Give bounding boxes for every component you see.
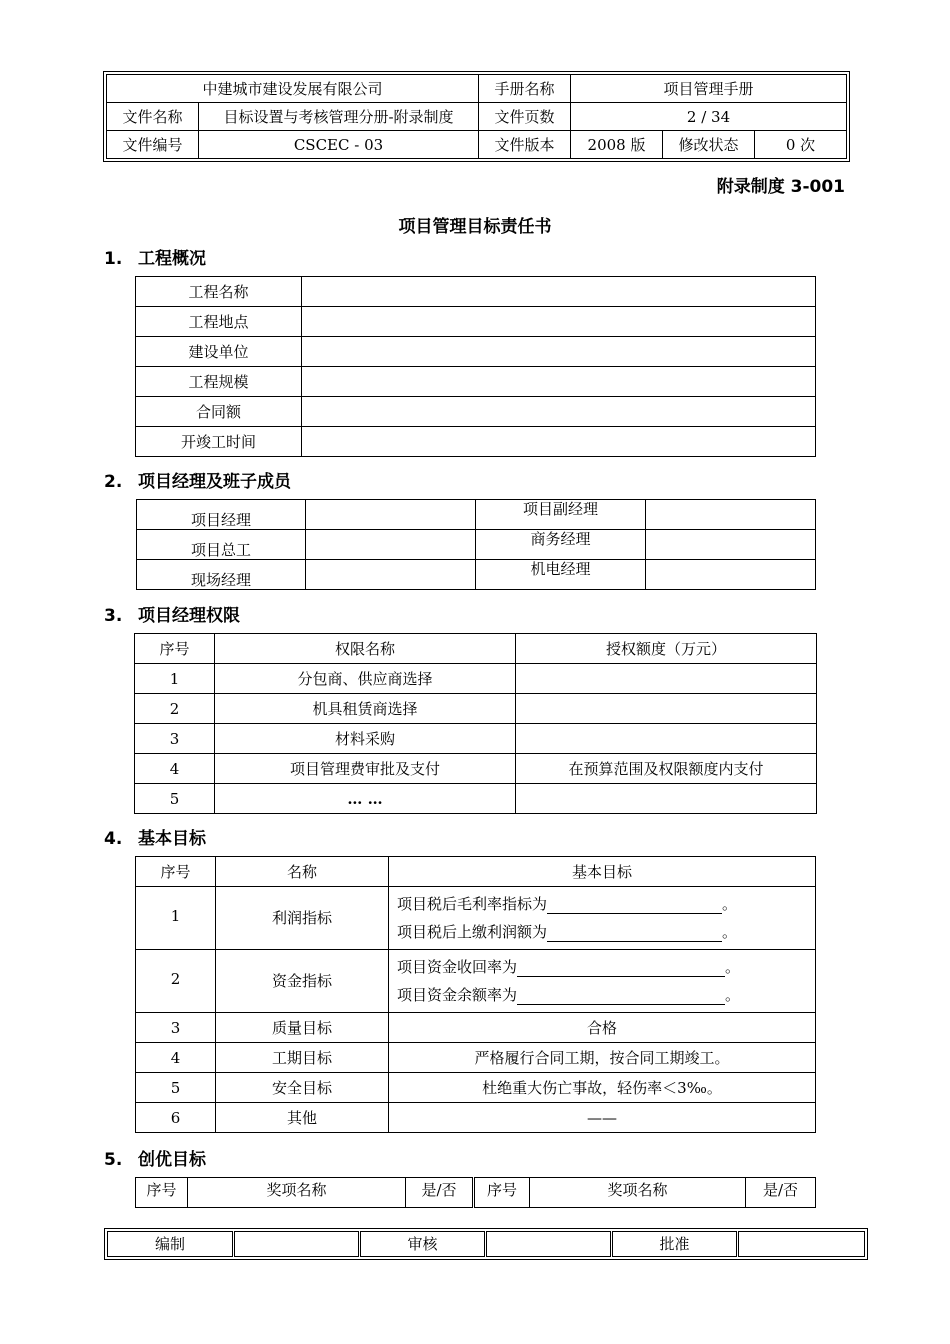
section-number: 1.: [104, 249, 123, 269]
row-number: 3: [136, 1013, 216, 1043]
team-member-value[interactable]: [306, 560, 476, 590]
authority-amount[interactable]: [516, 664, 817, 694]
basic-goals-table: [135, 856, 816, 1133]
row-number: 4: [135, 754, 215, 784]
column-header: 序号: [135, 634, 215, 664]
row-number: 2: [136, 950, 216, 1013]
period: 。: [725, 958, 741, 976]
revision-label: 修改状态: [663, 131, 755, 159]
column-header: 授权额度（万元）: [516, 634, 817, 664]
review-label: 审核: [360, 1232, 486, 1257]
column-header: 序号: [474, 1178, 530, 1208]
team-role-label: 项目副经理: [476, 500, 646, 530]
goal-content: [389, 887, 816, 950]
review-signature[interactable]: [486, 1232, 612, 1257]
row-number: 1: [136, 887, 216, 950]
table-row: [135, 724, 817, 754]
authority-table: [134, 633, 817, 814]
goal-text: 项目资金收回率为: [397, 958, 518, 976]
goal-name: 工期目标: [216, 1043, 389, 1073]
section-number: 2.: [104, 472, 123, 492]
authority-name: … …: [215, 784, 516, 814]
section-title: 创优目标: [138, 1150, 206, 1170]
file-name-label: 文件名称: [107, 103, 199, 131]
authority-amount[interactable]: [516, 784, 817, 814]
table-row: [136, 1013, 816, 1043]
section-4-heading: [104, 824, 206, 849]
goal-content: ——: [389, 1103, 816, 1133]
appendix-number: 附录制度 3-001: [716, 177, 845, 197]
fill-blank[interactable]: [547, 925, 722, 942]
company-name: 中建城市建设发展有限公司: [107, 75, 479, 103]
file-no: CSCEC - 03: [199, 131, 479, 159]
table-row: [136, 887, 816, 950]
authority-name: 机具租赁商选择: [215, 694, 516, 724]
column-header: 序号: [136, 1178, 188, 1208]
team-role-label: 商务经理: [476, 530, 646, 560]
compile-label: 编制: [108, 1232, 234, 1257]
compile-signature[interactable]: [234, 1232, 360, 1257]
goal-name: 利润指标: [216, 887, 389, 950]
column-header: 是/否: [406, 1178, 474, 1208]
overview-label: 工程名称: [136, 277, 302, 307]
column-header: 是/否: [746, 1178, 816, 1208]
goal-text: 项目税后毛利率指标为: [397, 895, 548, 913]
overview-value[interactable]: [302, 397, 816, 427]
goal-text: 项目资金余额率为: [397, 986, 518, 1004]
footer-signoff-table: [107, 1231, 865, 1257]
column-header: 奖项名称: [188, 1178, 406, 1208]
goal-name: 安全目标: [216, 1073, 389, 1103]
manual-name: 项目管理手册: [571, 75, 847, 103]
period: 。: [722, 895, 738, 913]
goal-name: 其他: [216, 1103, 389, 1133]
section-number: 5.: [104, 1150, 123, 1170]
overview-label: 建设单位: [136, 337, 302, 367]
table-row: [136, 1043, 816, 1073]
column-header: 名称: [216, 857, 389, 887]
row-number: 3: [135, 724, 215, 754]
overview-value[interactable]: [302, 337, 816, 367]
table-row: [135, 754, 817, 784]
manual-name-label: 手册名称: [479, 75, 571, 103]
team-member-value[interactable]: [646, 560, 816, 590]
pages-label: 文件页数: [479, 103, 571, 131]
version-value: 2008 版: [571, 131, 663, 159]
team-role-label: 项目经理: [137, 500, 306, 530]
section-title: 工程概况: [138, 249, 206, 269]
authority-amount[interactable]: 在预算范围及权限额度内支付: [516, 754, 817, 784]
team-role-label: 项目总工: [137, 530, 306, 560]
table-row: [135, 784, 817, 814]
row-number: 4: [136, 1043, 216, 1073]
goal-content: [389, 950, 816, 1013]
overview-value[interactable]: [302, 307, 816, 337]
team-member-value[interactable]: [646, 530, 816, 560]
overview-label: 开竣工时间: [136, 427, 302, 457]
row-number: 2: [135, 694, 215, 724]
row-number: 6: [136, 1103, 216, 1133]
table-row: [136, 950, 816, 1013]
team-table: [136, 499, 816, 590]
goal-name: 资金指标: [216, 950, 389, 1013]
section-1-heading: [104, 244, 206, 269]
goal-content: 合格: [389, 1013, 816, 1043]
goal-content: 严格履行合同工期，按合同工期竣工。: [389, 1043, 816, 1073]
version-label: 文件版本: [479, 131, 571, 159]
fill-blank[interactable]: [547, 897, 722, 914]
goal-name: 质量目标: [216, 1013, 389, 1043]
document-title: 项目管理目标责任书: [398, 217, 552, 237]
overview-label: 工程规模: [136, 367, 302, 397]
approve-signature[interactable]: [738, 1232, 865, 1257]
overview-label: 合同额: [136, 397, 302, 427]
table-row: [135, 694, 817, 724]
period: 。: [725, 986, 741, 1004]
section-title: 项目经理权限: [138, 606, 240, 626]
overview-label: 工程地点: [136, 307, 302, 337]
file-name: 目标设置与考核管理分册-附录制度: [199, 103, 479, 131]
authority-name: 材料采购: [215, 724, 516, 754]
header-table: [106, 74, 847, 159]
overview-value[interactable]: [302, 427, 816, 457]
table-row: [136, 1073, 816, 1103]
row-number: 1: [135, 664, 215, 694]
overview-table: [135, 276, 816, 457]
column-header: 基本目标: [389, 857, 816, 887]
overview-value[interactable]: [302, 277, 816, 307]
column-header: 权限名称: [215, 634, 516, 664]
authority-name: 项目管理费审批及支付: [215, 754, 516, 784]
column-header: 序号: [136, 857, 216, 887]
team-member-value[interactable]: [306, 500, 476, 530]
section-number: 3.: [104, 606, 123, 626]
authority-amount[interactable]: [516, 694, 817, 724]
section-title: 项目经理及班子成员: [138, 472, 291, 492]
team-role-label: 机电经理: [476, 560, 646, 590]
goal-text: 项目税后上缴利润额为: [397, 923, 548, 941]
team-member-value[interactable]: [306, 530, 476, 560]
overview-value[interactable]: [302, 367, 816, 397]
file-no-label: 文件编号: [107, 131, 199, 159]
row-number: 5: [136, 1073, 216, 1103]
period: 。: [722, 923, 738, 941]
fill-blank[interactable]: [517, 988, 725, 1005]
authority-name: 分包商、供应商选择: [215, 664, 516, 694]
team-member-value[interactable]: [646, 500, 816, 530]
column-header: 奖项名称: [530, 1178, 746, 1208]
section-3-heading: [104, 601, 240, 626]
team-role-label: 现场经理: [137, 560, 306, 590]
table-row: [135, 664, 817, 694]
fill-blank[interactable]: [517, 960, 725, 977]
row-number: 5: [135, 784, 215, 814]
goal-content: 杜绝重大伤亡事故，轻伤率＜3‰。: [389, 1073, 816, 1103]
section-2-heading: [104, 467, 291, 492]
table-row: [136, 1103, 816, 1133]
approve-label: 批准: [612, 1232, 738, 1257]
authority-amount[interactable]: [516, 724, 817, 754]
revision-value: 0 次: [755, 131, 847, 159]
pages-value: 2 / 34: [571, 103, 847, 131]
section-5-heading: [104, 1145, 206, 1170]
section-title: 基本目标: [138, 829, 206, 849]
section-number: 4.: [104, 829, 123, 849]
awards-table: [135, 1177, 816, 1208]
